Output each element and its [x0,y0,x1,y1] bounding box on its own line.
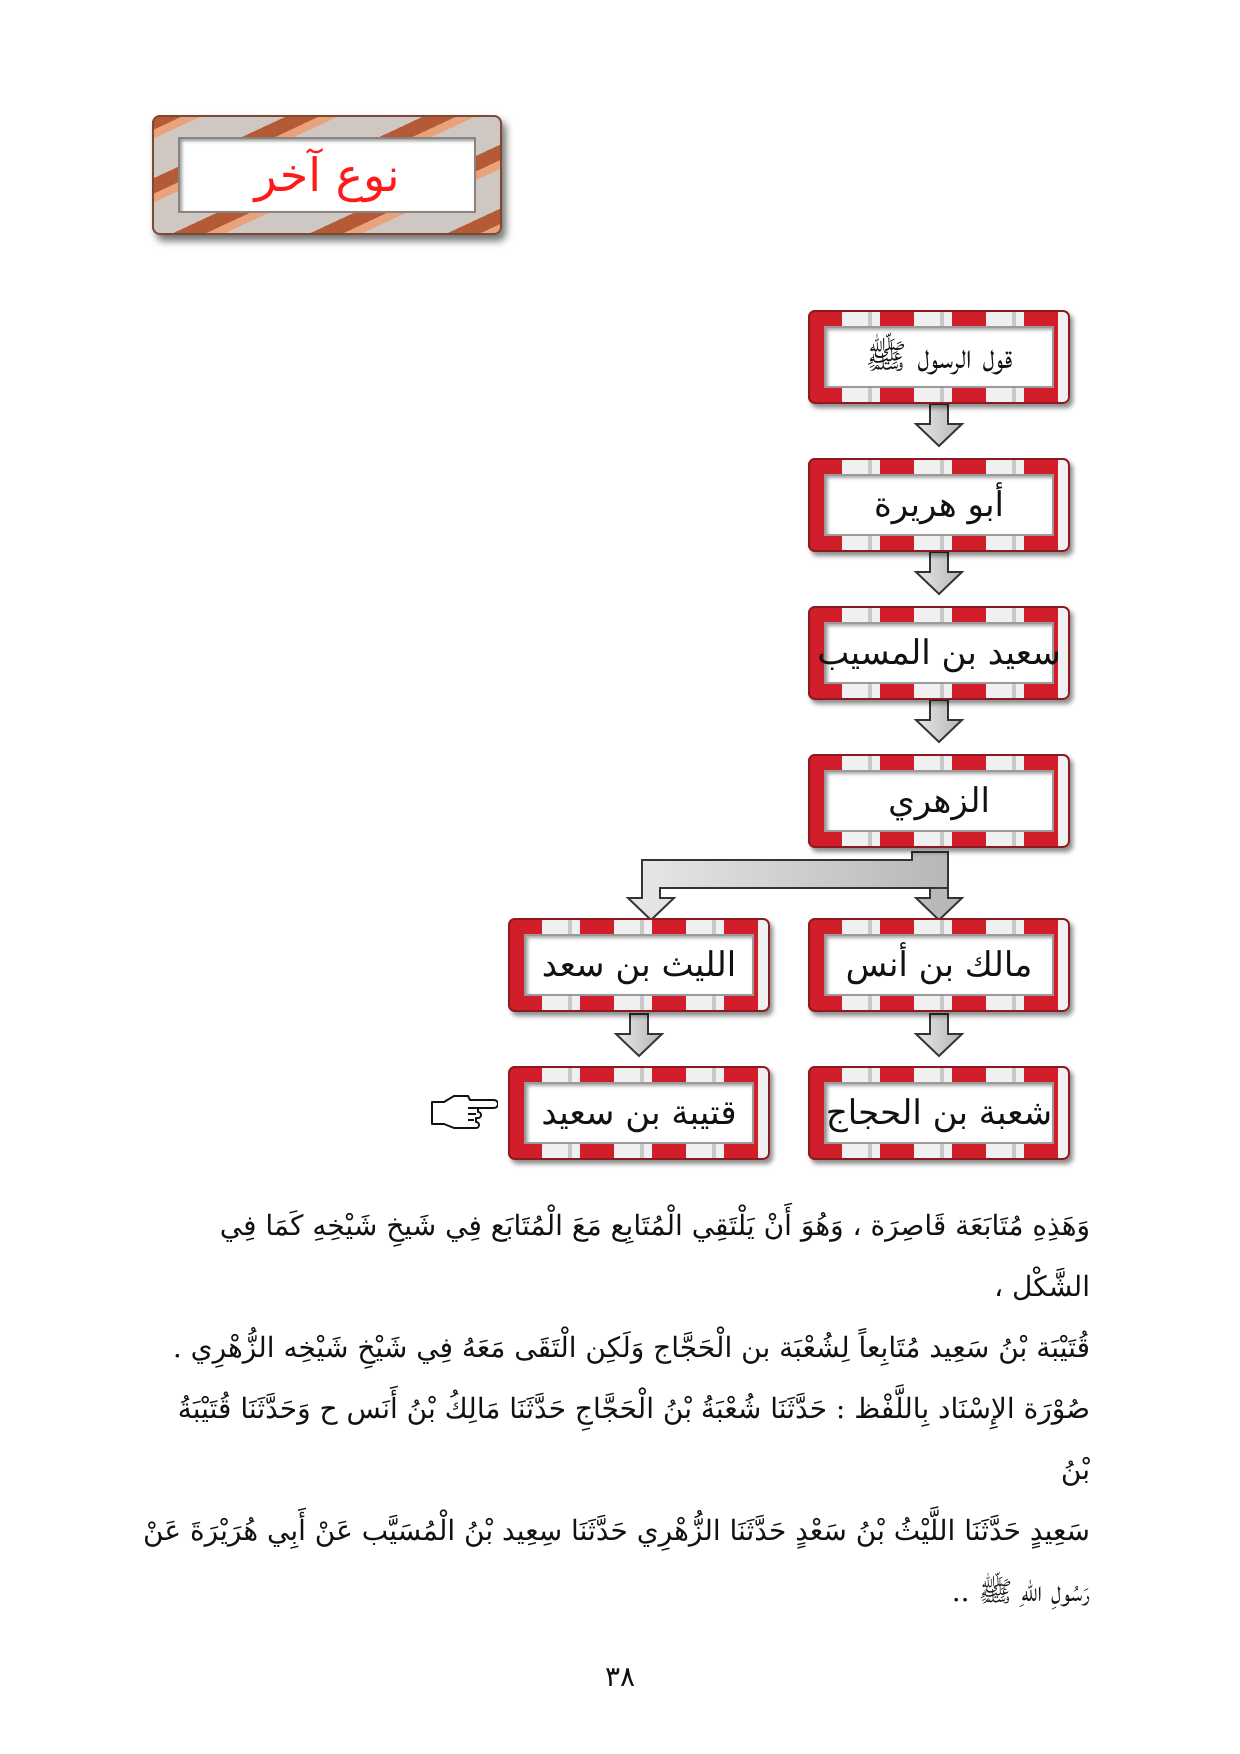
chain-box-malik [808,918,1070,1012]
paragraph-line: سَعِيدٍ حَدَّثَنَا اللَّيْثُ بْنُ سَعْدٍ حَدَّثَنَا الزُّهْرِي حَدَّثَنَا سِعِيد بْنُ الْمُسَيَّب عَنْ أَبِي هُرَيْرَةَ عَنْ [143,1514,1090,1547]
chain-box-zuhri [808,754,1070,848]
chain-box-abu-hurayra [808,458,1070,552]
chain-box-qutayba [508,1066,770,1160]
paragraph-line: قُتَيْبَة بْنُ سَعِيد مُتَابِعاً لِشُعْبَة بن الْحَجَّاج وَلَكِن الْتَقَى مَعَهُ فِي شَيْخِ شَيْخِه الزُّهْرِي . [172,1331,1090,1364]
arrow-down-left [616,1014,662,1056]
chain-label: مالك بن أنس [845,945,1033,985]
chain-label: قتيبة بن سعيد [541,1093,737,1133]
page-number: ٣٨ [604,1660,636,1693]
chain-label: الزهري [888,781,990,821]
paragraph-line: صُوْرَة الإِسْنَاد بِاللَّفْظ : حَدَّثَنَا شُعْبَةُ بْنُ الْحَجَّاجِ حَدَّثَنَا مَالِكُ بْنُ أَنَس ح وَحَدَّثَنَا قُتَيْبَةُ بْنُ [177,1392,1090,1486]
body-paragraph [140,1195,1090,1622]
section-title-plate [152,115,502,235]
pointing-hand-icon [428,1090,498,1130]
arrow-down-1 [916,404,962,446]
chain-box-prophet [808,310,1070,404]
chain-label: شعبة بن الحجاج [825,1093,1053,1133]
arrow-down-2 [916,552,962,594]
arrow-down-right [916,1014,962,1056]
chain-label: قول الرسول ﷺ [865,337,1013,377]
chain-label: أبو هريرة [873,485,1004,525]
paragraph-line: رَسُولِ اللهِ ﷺ .. [951,1575,1090,1608]
chain-box-layth [508,918,770,1012]
chain-label: سعيد بن المسيب [817,633,1061,673]
arrow-fork [628,852,962,920]
section-title-inner [178,137,476,213]
chain-box-shuba [808,1066,1070,1160]
paragraph-line: وَهَذِهِ مُتَابَعَة قَاصِرَة ، وَهُوَ أَنْ يَلْتَقِي الْمُتَابِع مَعَ الْمُتَابَع فِي شَيخِ شَيْخِهِ كَمَا فِي الشَّكْل ، [219,1209,1090,1303]
chain-label: الليث بن سعد [541,945,737,985]
section-title: نوع آخر [254,148,400,202]
arrow-down-3 [916,700,962,742]
chain-box-said [808,606,1070,700]
